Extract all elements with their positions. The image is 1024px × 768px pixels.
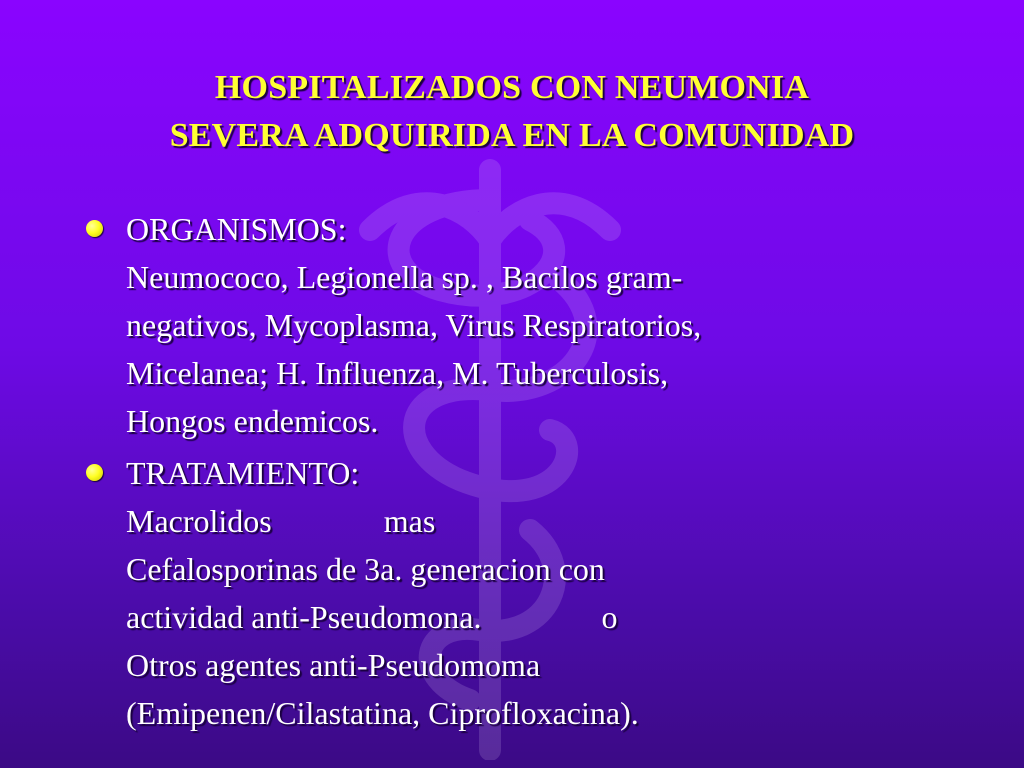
bullet-line: Neumococo, Legionella sp. , Bacilos gram- xyxy=(126,259,683,295)
bullet-line: Otros agentes anti-Pseudomoma xyxy=(126,647,541,683)
round-bullet-icon xyxy=(86,220,103,237)
bullet-line: actividad anti-Pseudomona. o xyxy=(126,599,618,635)
bullet-line: (Emipenen/Cilastatina, Ciprofloxacina). xyxy=(126,695,639,731)
bullet-list xyxy=(86,205,986,741)
bullet-line: Cefalosporinas de 3a. generacion con xyxy=(126,551,605,587)
bullet-heading: ORGANISMOS: xyxy=(126,211,347,247)
bullet-line: negativos, Mycoplasma, Virus Respiratorios, xyxy=(126,307,702,343)
title-line-1: HOSPITALIZADOS CON NEUMONIA xyxy=(214,69,810,106)
bullet-heading: TRATAMIENTO: xyxy=(126,455,360,491)
slide-title xyxy=(0,64,1024,160)
bullet-line: Micelanea; H. Influenza, M. Tuberculosis, xyxy=(126,355,669,391)
bullet-item-organismos xyxy=(86,205,986,445)
title-line-2: SEVERA ADQUIRIDA EN LA COMUNIDAD xyxy=(169,117,855,154)
round-bullet-icon xyxy=(86,464,103,481)
bullet-item-tratamiento xyxy=(86,449,986,737)
bullet-line: Hongos endemicos. xyxy=(126,403,379,439)
bullet-line: Macrolidos mas xyxy=(126,503,436,539)
